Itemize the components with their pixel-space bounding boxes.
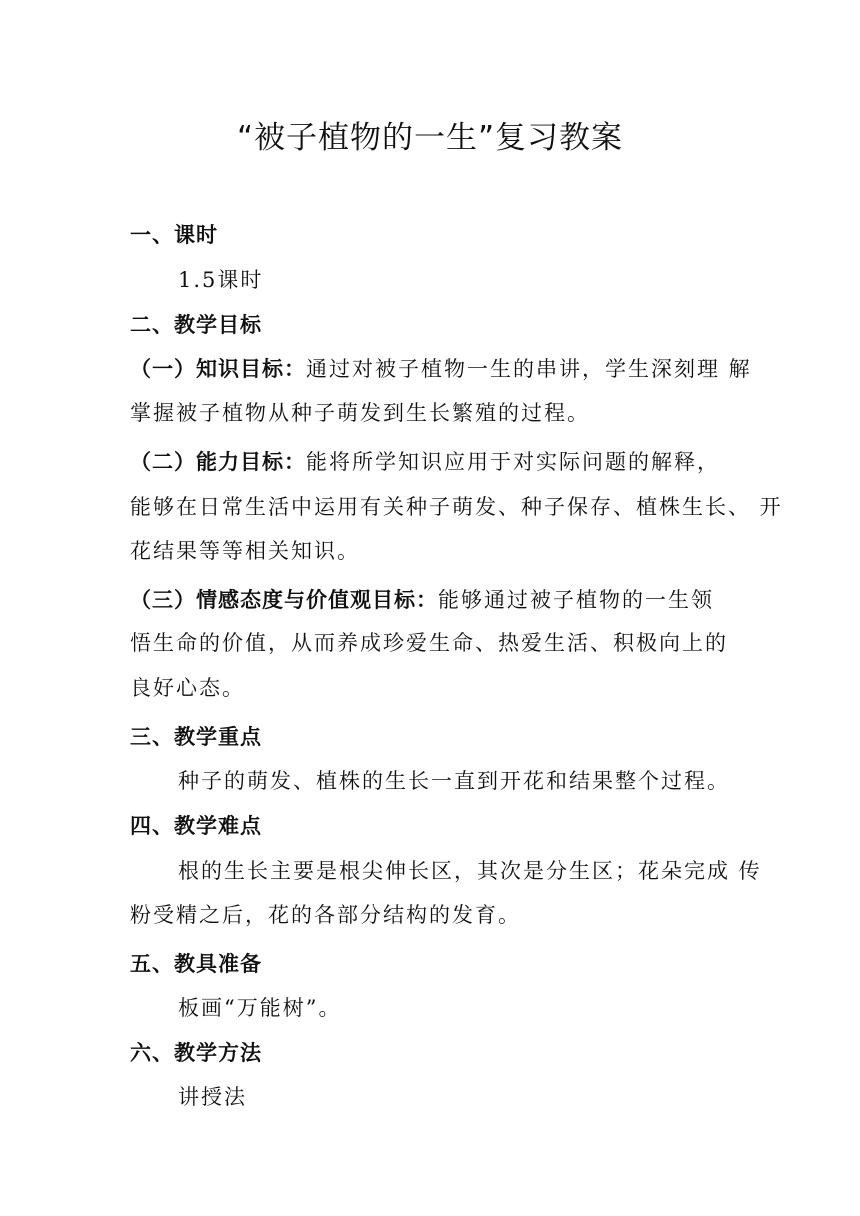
knowledge-goal-line-1 xyxy=(130,354,750,384)
teaching-methods-text: 讲授法 xyxy=(178,1085,247,1109)
section-heading-difficulties: 四、教学难点 xyxy=(130,814,262,838)
section-heading-class-hours: 一、课时 xyxy=(130,223,218,247)
emotion-goal-line-1 xyxy=(130,585,750,615)
knowledge-goal-line-2: 掌握被子植物从种子萌发到生长繁殖的过程。 xyxy=(130,401,590,425)
ability-goal-line-3: 花结果等等相关知识。 xyxy=(130,539,360,563)
difficulties-line-1: 根的生长主要是根尖伸长区，其次是分生区；花朵完成 传 xyxy=(178,859,762,883)
ability-goal-line-1 xyxy=(130,447,750,477)
ability-goal-label: （二）能力目标： xyxy=(130,450,306,474)
page-title: “被子植物的一生”复习教案 xyxy=(236,120,624,156)
teaching-aids-text: 板画“万能树”。 xyxy=(178,996,342,1020)
difficulties-line-2: 粉受精之后，花的各部分结构的发育。 xyxy=(130,903,521,927)
section-heading-key-points: 三、教学重点 xyxy=(130,725,262,749)
section-heading-teaching-aids: 五、教具准备 xyxy=(130,952,262,976)
emotion-goal-text-1: 能够通过被子植物的一生领 xyxy=(438,588,714,612)
emotion-goal-line-3: 良好心态。 xyxy=(130,676,245,700)
class-hours-text: 1.5课时 xyxy=(178,268,264,292)
ability-goal-line-2: 能够在日常生活中运用有关种子萌发、种子保存、植株生长、 开 xyxy=(130,495,783,519)
emotion-goal-line-2: 悟生命的价值，从而养成珍爱生命、热爱生活、积极向上的 xyxy=(130,631,728,655)
emotion-goal-label: （三）情感态度与价值观目标： xyxy=(130,588,438,612)
knowledge-goal-label: （一）知识目标： xyxy=(130,357,306,381)
section-heading-teaching-methods: 六、教学方法 xyxy=(130,1041,262,1065)
section-heading-teaching-goals: 二、教学目标 xyxy=(130,313,262,337)
knowledge-goal-text-1: 通过对被子植物一生的串讲，学生深刻理 解 xyxy=(306,357,752,381)
key-points-text: 种子的萌发、植株的生长一直到开花和结果整个过程。 xyxy=(178,769,730,793)
ability-goal-text-1: 能将所学知识应用于对实际问题的解释， xyxy=(306,450,720,474)
